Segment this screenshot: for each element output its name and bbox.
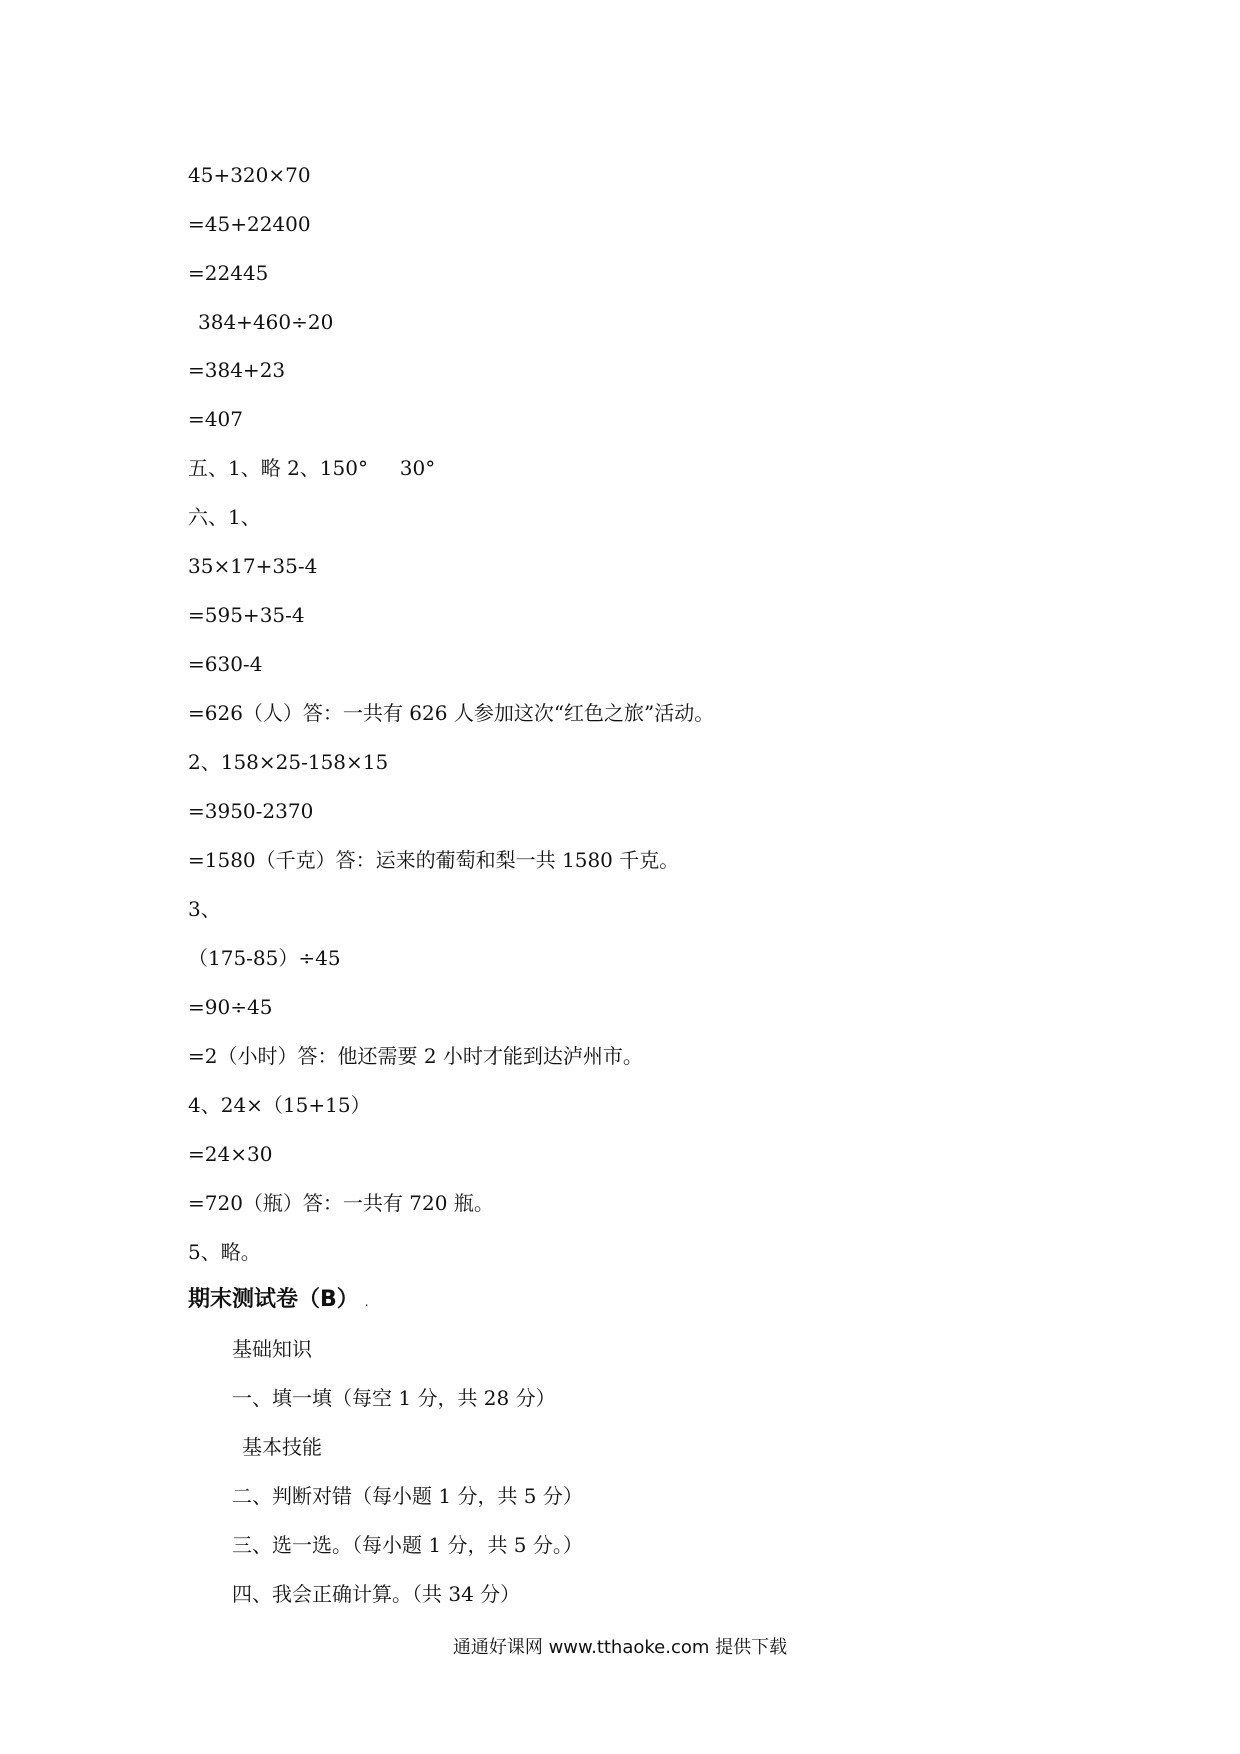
- section-line: 二、判断对错（每小题 1 分，共 5 分）: [232, 1484, 583, 1508]
- answer-line: =720（瓶）答：一共有 720 瓶。: [188, 1191, 494, 1215]
- calc-line: =24×30: [188, 1142, 273, 1166]
- calc-line: 3、: [188, 897, 221, 921]
- calc-line: 4、24×（15+15）: [188, 1093, 371, 1117]
- section-line: 四、我会正确计算。（共 34 分）: [232, 1582, 521, 1606]
- section-title: [188, 1286, 369, 1316]
- page-footer: 通通好课网 www.tthaoke.com 提供下载: [452, 1637, 788, 1658]
- calc-line: 384+460÷20: [198, 310, 334, 334]
- section-line: 基础知识: [232, 1337, 312, 1361]
- calc-line: （175-85）÷45: [188, 946, 341, 970]
- answer-line: 五、1、略 2、150° 30°: [188, 456, 436, 480]
- section-line: 基本技能: [242, 1435, 322, 1459]
- calc-line: =90÷45: [188, 995, 273, 1019]
- calc-line: 2、158×25-158×15: [188, 750, 389, 774]
- answer-line: =2（小时）答：他还需要 2 小时才能到达泸州市。: [188, 1044, 643, 1068]
- calc-line: =630-4: [188, 652, 263, 676]
- answer-line: =626（人）答：一共有 626 人参加这次“红色之旅”活动。: [188, 701, 715, 725]
- calc-line: =595+35-4: [188, 603, 305, 627]
- answer-line: 六、1、: [188, 505, 261, 529]
- calc-line: =22445: [188, 261, 269, 285]
- calc-line: =45+22400: [188, 212, 311, 236]
- calc-line: =384+23: [188, 358, 286, 382]
- section-title-text: 期末测试卷（B）: [188, 1287, 359, 1312]
- answer-line: 5、略。: [188, 1240, 261, 1264]
- calc-line: =407: [188, 407, 243, 431]
- calc-line: 45+320×70: [188, 163, 311, 187]
- section-line: 三、选一选。（每小题 1 分，共 5 分。）: [232, 1533, 583, 1557]
- section-title-dot: .: [364, 1295, 369, 1309]
- answer-line: =1580（千克）答：运来的葡萄和梨一共 1580 千克。: [188, 848, 680, 872]
- section-line: 一、填一填（每空 1 分，共 28 分）: [232, 1386, 556, 1410]
- calc-line: =3950-2370: [188, 799, 314, 823]
- calc-line: 35×17+35-4: [188, 554, 318, 578]
